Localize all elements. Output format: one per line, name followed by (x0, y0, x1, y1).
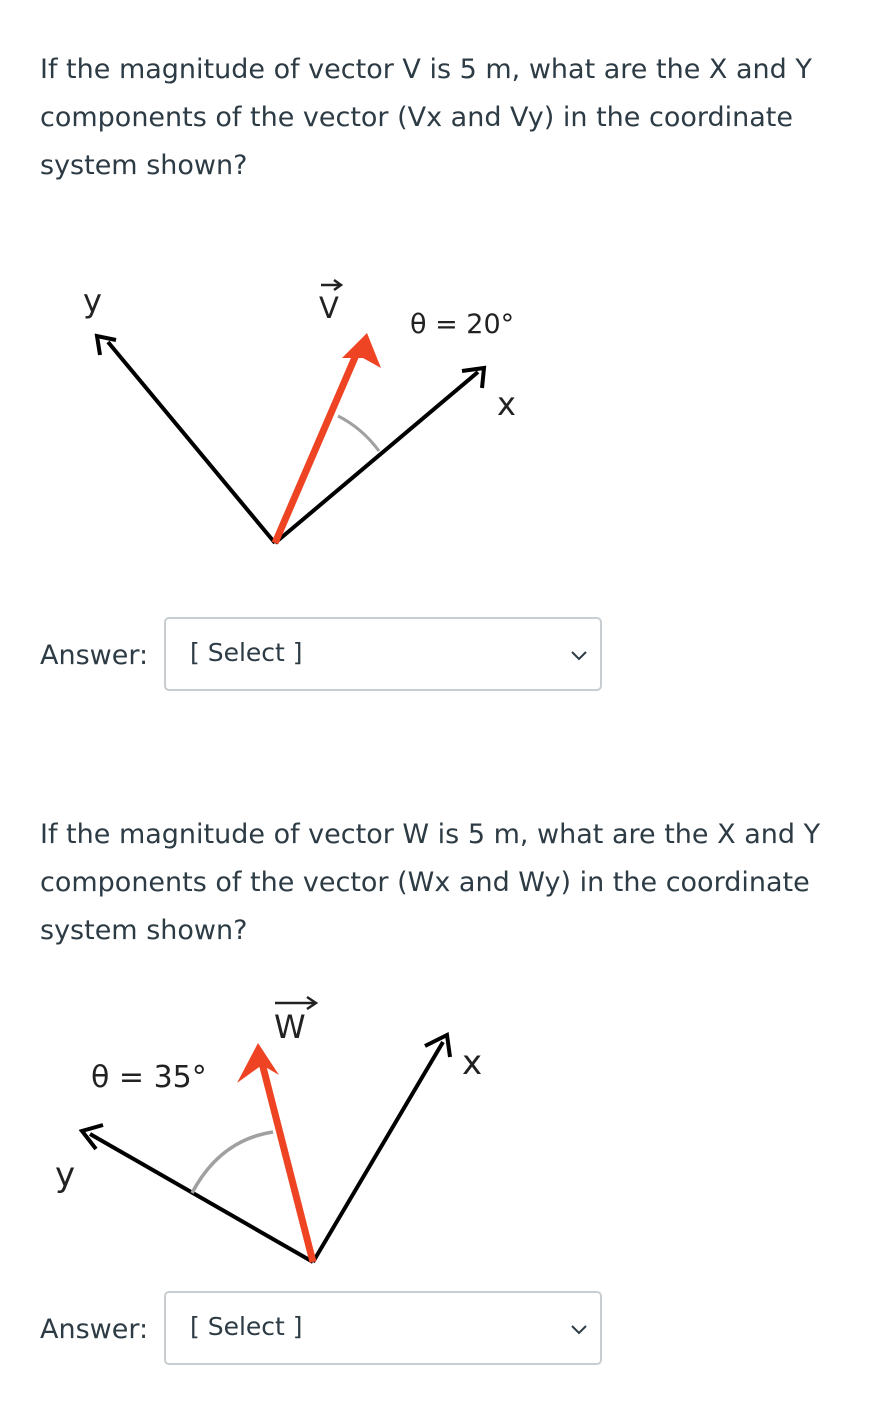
angle-arc (338, 416, 379, 451)
y-axis-line (108, 342, 275, 543)
y-axis-label: y (83, 282, 102, 320)
y-axis-line (90, 1134, 313, 1262)
vector-v-arrowhead (342, 333, 381, 368)
select-value: [ Select ] (190, 1312, 303, 1341)
answer-select-2[interactable] (164, 1291, 602, 1365)
angle-label: θ = 20° (410, 309, 515, 340)
vector-v-line (275, 348, 359, 543)
answer-label: Answer: (40, 1314, 149, 1345)
vector-v-label: V (319, 291, 339, 325)
vector-w-diagram (0, 985, 884, 1275)
select-value: [ Select ] (190, 638, 303, 667)
chevron-down-icon (570, 649, 588, 661)
vector-w-arrowhead (237, 1043, 279, 1083)
x-axis-label: x (462, 1043, 483, 1083)
x-axis-line (275, 372, 478, 543)
vector-v-diagram (0, 270, 884, 560)
question-2-text: If the magnitude of vector W is 5 m, what are the X and Y components of the vector (Wx and Wy) in the coordinate system shown? (40, 819, 821, 946)
vector-w-label: W (274, 1008, 306, 1046)
question-1-text: If the magnitude of vector V is 5 m, what are the X and Y components of the vector (Vx and Vy) in the coordinate system shown? (40, 54, 812, 181)
answer-select-1[interactable] (164, 617, 602, 691)
x-axis-line (313, 1042, 443, 1262)
angle-arc (192, 1132, 273, 1193)
x-axis-label: x (497, 385, 516, 423)
answer-label: Answer: (40, 640, 149, 671)
chevron-down-icon (570, 1323, 588, 1335)
vector-v-symbol (319, 280, 341, 325)
vector-w-symbol (274, 997, 316, 1046)
y-axis-label: y (55, 1155, 76, 1195)
vector-w-line (262, 1063, 313, 1262)
angle-label: θ = 35° (91, 1060, 207, 1095)
